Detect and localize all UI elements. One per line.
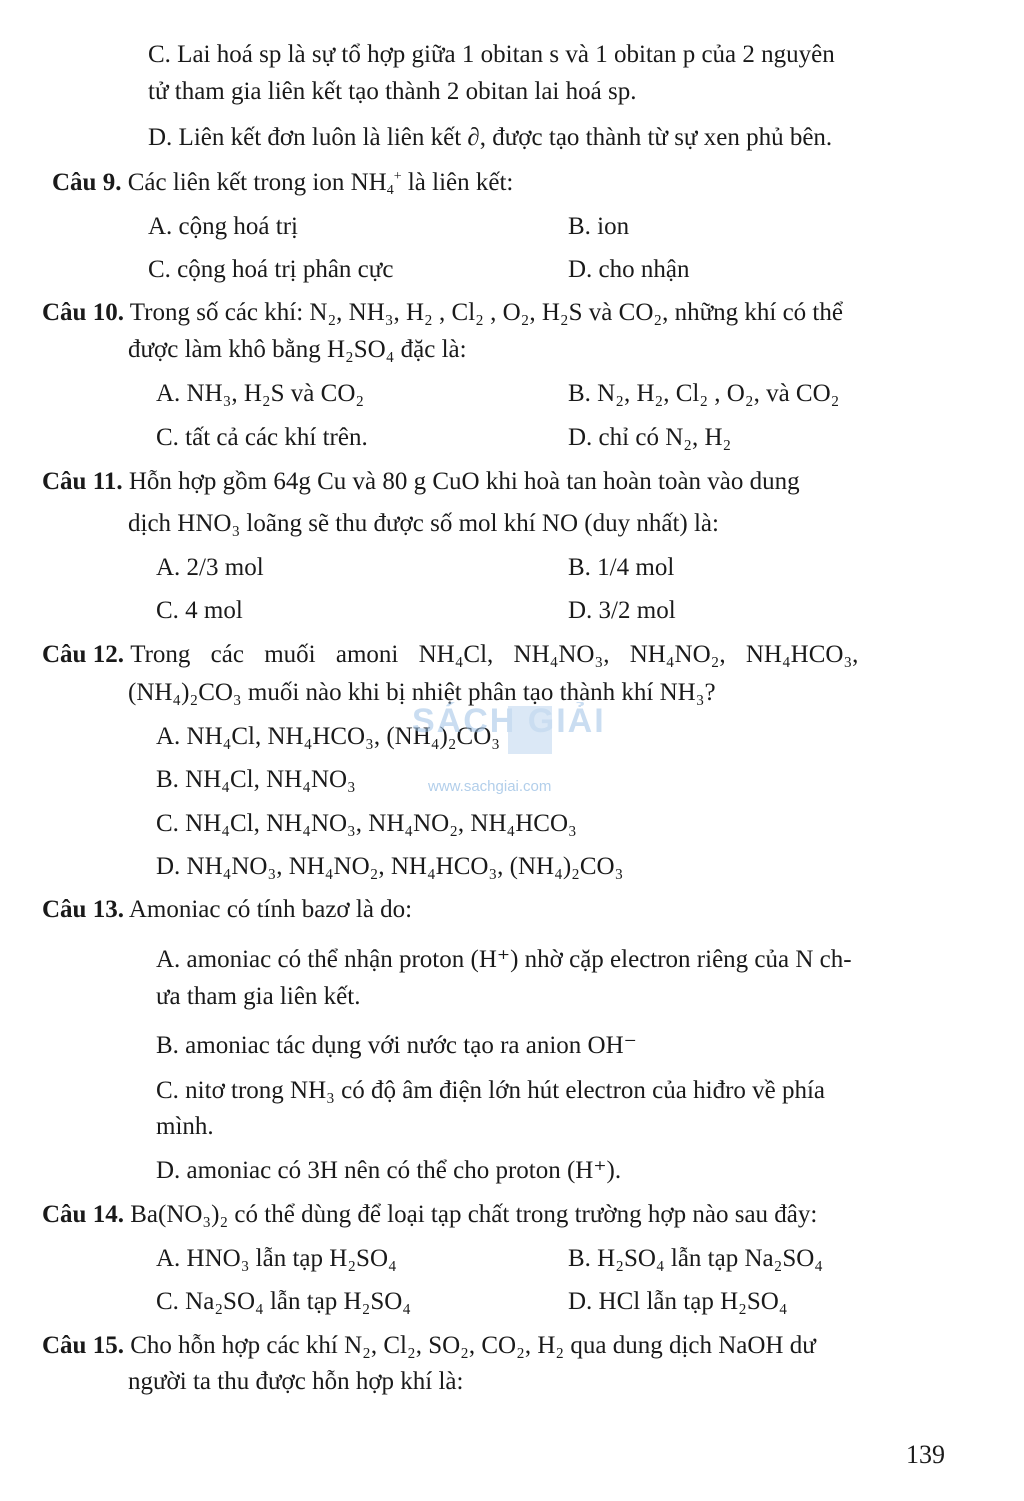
watermark-logo — [412, 702, 612, 758]
q14-option-b: B. H₂SO₄ lẫn tạp Na₂SO₄ — [568, 1245, 823, 1272]
q10-label: Câu 10. — [42, 299, 124, 326]
q13-option-c-line1: C. nitơ trong NH₃ có độ âm điện lớn hút electron của hiđro về phía — [156, 1077, 826, 1104]
q14-option-d: D. HCl lẫn tạp H₂SO₄ — [568, 1288, 788, 1315]
q11-stem-line2: dịch HNO₃ loãng sẽ thu được số mol khí NO (duy nhất) là: — [128, 510, 719, 537]
q13-stem — [42, 897, 412, 922]
q13-option-a-line2: ưa tham gia liên kết. — [156, 983, 361, 1010]
q11-label: Câu 11. — [42, 468, 123, 495]
q9-stem-text-b: là liên kết: — [401, 169, 514, 196]
q8-option-c-line2: tử tham gia liên kết tạo thành 2 obitan lai hoá sp. — [148, 78, 637, 105]
q14-stem — [42, 1202, 817, 1227]
q13-option-b: B. amoniac tác dụng với nước tạo ra anion OH⁻ — [156, 1032, 637, 1059]
q9-option-b: B. ion — [568, 213, 630, 240]
q12-label: Câu 12. — [42, 641, 124, 668]
q9-stem-sub: 4 — [386, 183, 394, 198]
q12-stem-text: Trong các muối amoni NH₄Cl, NH₄NO₃, NH₄NO₂, NH₄HCO₃, — [130, 641, 859, 668]
q12-stem-line1 — [42, 642, 858, 667]
q13-label: Câu 13. — [42, 896, 124, 923]
q9-option-c: C. cộng hoá trị phân cực — [148, 256, 394, 283]
q10-option-b: B. N₂, H₂, Cl₂ , O₂, và CO₂ — [568, 380, 840, 407]
q15-stem-line1 — [42, 1333, 816, 1358]
q13-stem-text: Amoniac có tính bazơ là do: — [128, 896, 413, 923]
q14-option-c: C. Na₂SO₄ lẫn tạp H₂SO₄ — [156, 1288, 411, 1315]
q10-stem-line2: được làm khô bằng H₂SO₄ đặc là: — [128, 336, 467, 363]
q12-option-d: D. NH₄NO₃, NH₄NO₂, NH₄HCO₃, (NH₄)₂CO₃ — [156, 853, 624, 880]
q9-stem-sup: + — [393, 169, 402, 184]
q9-stem-text-a: Các liên kết trong ion NH — [127, 169, 387, 196]
q13-option-a-line1: A. amoniac có thể nhận proton (H⁺) nhờ cặp electron riêng của N ch- — [156, 946, 852, 973]
page-number: 139 — [906, 1440, 945, 1469]
q10-stem-line1 — [42, 300, 843, 325]
q9-stem — [52, 169, 514, 198]
q10-option-c: C. tất cả các khí trên. — [156, 424, 368, 451]
q10-stem-text: Trong số các khí: N₂, NH₃, H₂ , Cl₂ , O₂, H₂S và CO₂, những khí có thể — [129, 299, 843, 326]
q15-stem-line2: người ta thu được hỗn hợp khí là: — [128, 1368, 464, 1395]
q9-option-a: A. cộng hoá trị — [148, 213, 298, 240]
q14-option-a: A. HNO₃ lẫn tạp H₂SO₄ — [156, 1245, 397, 1272]
q11-option-a: A. 2/3 mol — [156, 554, 264, 581]
q12-option-b: B. NH₄Cl, NH₄NO₃ — [156, 766, 356, 793]
q13-option-c-line2: mình. — [156, 1113, 214, 1140]
q14-stem-text: Ba(NO₃)₂ có thể dùng để loại tạp chất trong trường hợp nào sau đây: — [130, 1201, 818, 1228]
q9-label: Câu 9. — [52, 169, 122, 196]
watermark-url: www.sachgiai.com — [428, 778, 552, 795]
q11-option-b: B. 1/4 mol — [568, 554, 675, 581]
q11-option-c: C. 4 mol — [156, 597, 243, 624]
q9-option-d: D. cho nhận — [568, 256, 690, 283]
q11-stem-text: Hỗn hợp gồm 64g Cu và 80 g CuO khi hoà tan hoàn toàn vào dung — [128, 468, 800, 495]
q8-option-d: D. Liên kết đơn luôn là liên kết ∂, được tạo thành từ sự xen phủ bên. — [148, 124, 833, 151]
q12-option-a: A. NH₄Cl, NH₄HCO₃, (NH₄)₂CO₃ — [156, 723, 500, 750]
q11-option-d: D. 3/2 mol — [568, 597, 676, 624]
q15-stem-text: Cho hỗn hợp các khí N₂, Cl₂, SO₂, CO₂, H₂ qua dung dịch NaOH dư — [130, 1332, 816, 1359]
q15-label: Câu 15. — [42, 1332, 124, 1359]
q14-label: Câu 14. — [42, 1201, 124, 1228]
watermark-logo-text: SÁCH GIẢI — [412, 702, 606, 740]
q8-option-c-line1: C. Lai hoá sp là sự tổ hợp giữa 1 obitan s và 1 obitan p của 2 nguyên — [148, 41, 835, 68]
q12-option-c: C. NH₄Cl, NH₄NO₃, NH₄NO₂, NH₄HCO₃ — [156, 810, 577, 837]
q10-option-d: D. chỉ có N₂, H₂ — [568, 424, 732, 451]
q13-option-d: D. amoniac có 3H nên có thể cho proton (H⁺). — [156, 1157, 622, 1184]
q10-option-a: A. NH₃, H₂S và CO₂ — [156, 380, 365, 407]
q12-stem-line2: (NH₄)₂CO₃ muối nào khi bị nhiệt phân tạo thành khí NH₃? — [128, 679, 716, 706]
q11-stem-line1 — [42, 469, 800, 494]
